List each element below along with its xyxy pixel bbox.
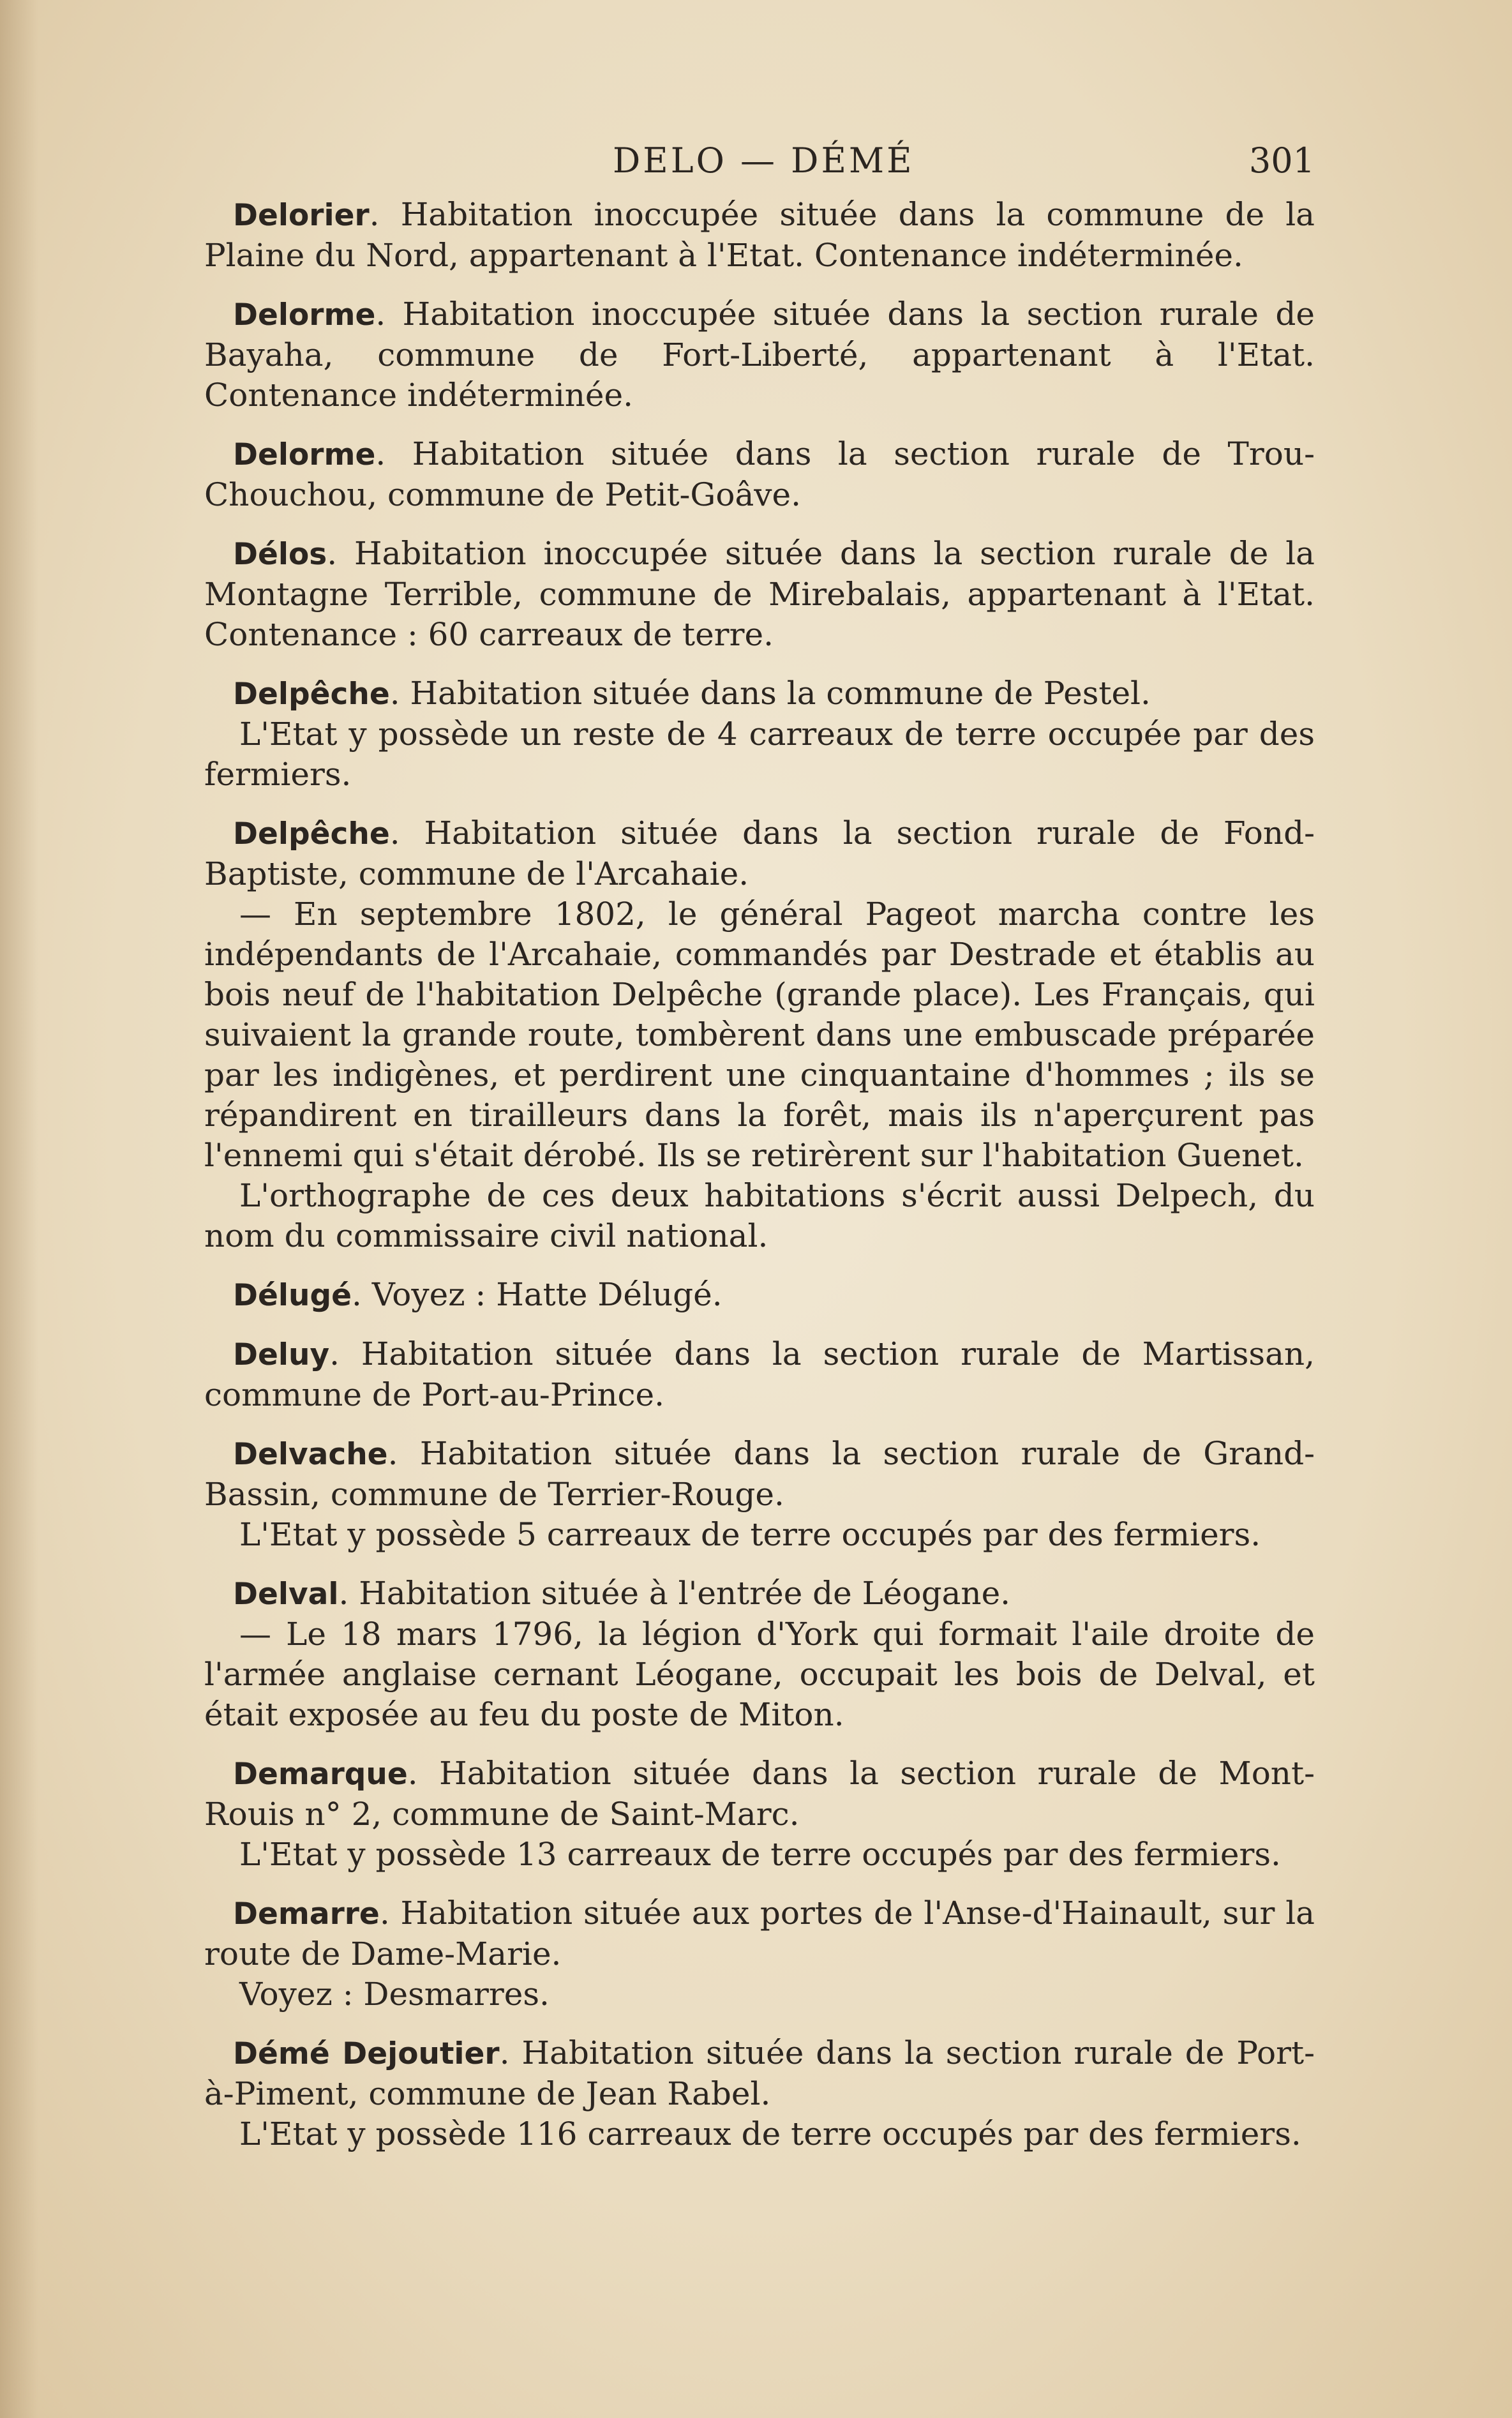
page-number: 301 (1248, 140, 1315, 181)
paragraph-text: Habitation située dans la commune de Pestel. (410, 675, 1151, 712)
paragraph-text: L'Etat y possède 116 carreaux de terre occupés par des fermiers. (239, 2115, 1301, 2152)
headword-period: . (387, 1435, 420, 1472)
headword-period: . (499, 2034, 522, 2071)
paragraph-text: — En septembre 1802, le général Pageot marcha contre les indépendants de l'Arcahaie, commandés par Destrade et établis au bois neuf de l'habitation Delpêche (grande place). Les Français, qui suivaient la grande route, tombèrent dans une embuscade préparée par les indigènes, et perdirent une cinquantaine d'hommes ; ils se répandirent en tirailleurs dans la forêt, mais ils n'aperçurent pas l'ennemi qui s'était dérobé. Ils se retirèrent sur l'habitation Guenet. (204, 896, 1315, 1174)
entry-headword: Delorier (233, 198, 370, 233)
dictionary-entry (204, 1753, 1315, 1875)
entry-headword: Delorme (233, 437, 376, 472)
headword-period: . (369, 196, 401, 233)
paragraph-text: Habitation située dans la section rurale de Fond-Baptiste, commune de l'Arcahaie. (204, 815, 1315, 892)
headword-period: . (327, 535, 354, 572)
headword-period: . (329, 1335, 361, 1372)
page-header (204, 140, 1315, 191)
entry-headword: Delval (233, 1577, 339, 1612)
paragraph-text: Habitation inoccupée située dans la section rurale de Bayaha, commune de Fort-Liberté, appartenant à l'Etat. Contenance indéterminée. (204, 296, 1315, 414)
headword-period: . (389, 675, 410, 712)
paragraph-text: Habitation située dans la section rurale de Port-à-Piment, commune de Jean Rabel. (204, 2034, 1315, 2112)
entry-headword: Delorme (233, 297, 376, 333)
entry-definition (204, 2033, 1315, 2114)
entry-definition (204, 1334, 1315, 1415)
paragraph-text: L'Etat y possède 5 carreaux de terre occupés par des fermiers. (239, 1516, 1261, 1553)
entry-headword: Délos (233, 537, 327, 572)
paragraph-text: L'Etat y possède 13 carreaux de terre occupés par des fermiers. (239, 1836, 1281, 1873)
entry-paragraph (204, 2114, 1315, 2154)
headword-period: . (338, 1575, 359, 1612)
dictionary-entry (204, 434, 1315, 515)
entry-headword: Demarque (233, 1757, 408, 1792)
paragraph-text: — Le 18 mars 1796, la légion d'York qui formait l'aile droite de l'armée anglaise cernant Léogane, occupait les bois de Delval, et était exposée au feu du poste de Miton. (204, 1616, 1315, 1733)
dictionary-entry (204, 1334, 1315, 1415)
entry-definition (204, 1434, 1315, 1515)
entry-paragraph (204, 1614, 1315, 1735)
entry-definition (204, 1275, 1315, 1316)
headword-period: . (407, 1755, 440, 1792)
entry-definition (204, 1753, 1315, 1835)
paragraph-text: Habitation située à l'entrée de Léogane. (359, 1575, 1011, 1612)
dictionary-entry (204, 1434, 1315, 1555)
dictionary-entry (204, 195, 1315, 276)
entry-paragraph (204, 1835, 1315, 1875)
entry-definition (204, 1893, 1315, 1974)
paragraph-text: Habitation inoccupée située dans la section rurale de la Montagne Terrible, commune de Mirebalais, appartenant à l'Etat. Contenance : 60 carreaux de terre. (204, 535, 1315, 653)
paragraph-text: Habitation située dans la section rurale de Mont-Rouis n° 2, commune de Saint-Marc. (204, 1755, 1315, 1833)
dictionary-entry (204, 294, 1315, 416)
entry-headword: Deluy (233, 1337, 330, 1372)
entry-headword: Delpêche (233, 677, 390, 712)
headword-period: . (351, 1276, 372, 1313)
entry-paragraph (204, 1515, 1315, 1555)
entry-headword: Delvache (233, 1437, 388, 1472)
paragraph-text: Habitation située dans la section rurale de Grand-Bassin, commune de Terrier-Rouge. (204, 1435, 1315, 1513)
dictionary-entry (204, 1573, 1315, 1735)
entry-definition (204, 195, 1315, 276)
paragraph-text: Habitation située aux portes de l'Anse-d'Hainault, sur la route de Dame-Marie. (204, 1895, 1315, 1972)
entry-definition (204, 813, 1315, 894)
paragraph-text: Habitation située dans la section rurale de Martissan, commune de Port-au-Prince. (204, 1335, 1315, 1413)
paragraph-text: Voyez : Hatte Délugé. (371, 1276, 722, 1313)
entry-definition (204, 434, 1315, 515)
paragraph-text: L'orthographe de ces deux habitations s'écrit aussi Delpech, du nom du commissaire civil national. (204, 1177, 1315, 1254)
headword-period: . (379, 1895, 401, 1932)
dictionary-entry (204, 1275, 1315, 1316)
headword-period: . (375, 435, 412, 472)
entry-definition (204, 294, 1315, 416)
dictionary-entries (204, 195, 1315, 2173)
dictionary-entry (204, 813, 1315, 1256)
entry-paragraph (204, 894, 1315, 1176)
paragraph-text: L'Etat y possède un reste de 4 carreaux de terre occupée par des fermiers. (204, 716, 1315, 793)
headword-period: . (389, 815, 424, 852)
paragraph-text: Habitation située dans la section rurale de Trou-Chouchou, commune de Petit-Goâve. (204, 435, 1315, 513)
running-title: DELO — DÉMÉ (613, 140, 915, 181)
dictionary-entry (204, 2033, 1315, 2154)
entry-paragraph (204, 1176, 1315, 1256)
entry-definition (204, 673, 1315, 714)
dictionary-entry (204, 673, 1315, 795)
entry-headword: Demarre (233, 1896, 380, 1932)
dictionary-entry (204, 1893, 1315, 2015)
entry-headword: Démé Dejoutier (233, 2036, 500, 2071)
entry-definition (204, 534, 1315, 655)
page-edge-shadow (0, 0, 38, 2418)
entry-paragraph (204, 714, 1315, 795)
headword-period: . (375, 296, 403, 333)
paragraph-text: Voyez : Desmarres. (239, 1976, 550, 2013)
entry-headword: Delpêche (233, 816, 390, 852)
entry-paragraph (204, 1974, 1315, 2015)
entry-headword: Délugé (233, 1278, 352, 1313)
paragraph-text: Habitation inoccupée située dans la commune de la Plaine du Nord, appartenant à l'Etat. Contenance indéterminée. (204, 196, 1315, 274)
entry-definition (204, 1573, 1315, 1614)
dictionary-entry (204, 534, 1315, 655)
